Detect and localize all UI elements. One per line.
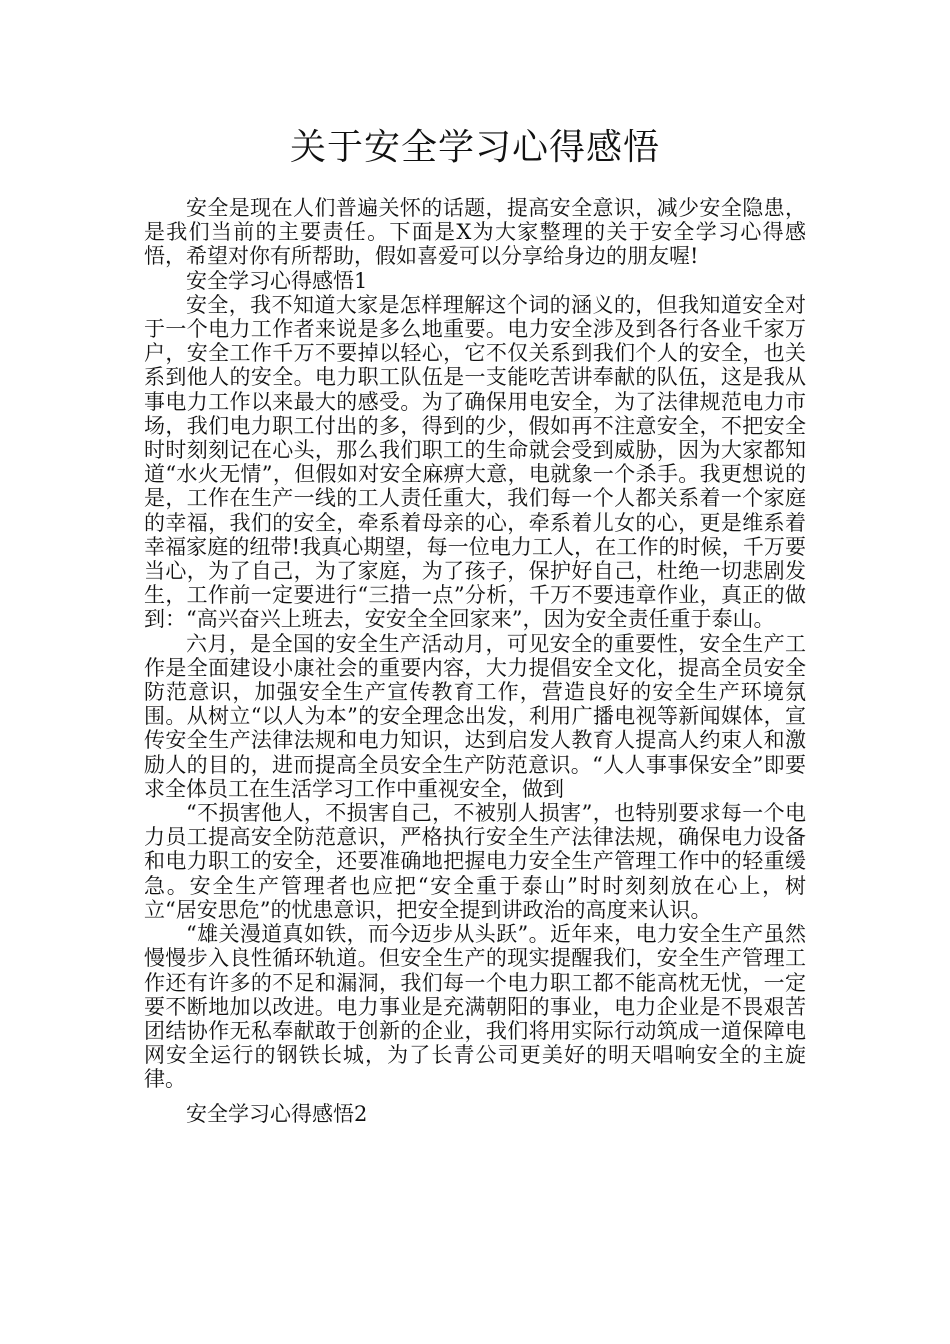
document-title: 关于安全学习心得感悟 — [289, 127, 660, 168]
paragraph: 六月，是全国的安全生产活动月，可见安全的重要性，安全生产工作是全面建设小康社会的重要内容，大力提倡安全文化，提高全员安全防范意识，加强安全生产宣传教育工作，营造良好的安全生产环境氛围。从树立“以人为本”的安全理念出发，利用广播电视等新闻媒体，宣传安全生产法律法规和电力知识，达到启发人教育人提高人约束人和激励人的目的，进而提高全员安全生产防范意识。“人人事事保安全”即要求全体员工在生活学习工作中重视安全，做到 — [144, 631, 806, 801]
section-heading-2: 安全学习心得感悟2 — [186, 1101, 368, 1126]
paragraph: “不损害他人，不损害自己，不被别人损害”，也特别要求每一个电力员工提高安全防范意识，严格执行安全生产法律法规，确保电力设备和电力职工的安全，还要准确地把握电力安全生产管理工作中的轻重缓急。安全生产管理者也应把“安全重于泰山”时时刻刻放在心上，树立“居安思危”的忧患意识，把安全提到讲政治的高度来认识。 — [144, 801, 806, 922]
paragraph-intro: 安全是现在人们普遍关怀的话题，提高安全意识，减少安全隐患，是我们当前的主要责任。下面是X为大家整理的关于安全学习心得感悟，希望对你有所帮助，假如喜爱可以分享给身边的朋友喔! — [144, 196, 806, 269]
paragraph: 安全，我不知道大家是怎样理解这个词的涵义的，但我知道安全对于一个电力工作者来说是多么地重要。电力安全涉及到各行各业千家万户，安全工作千万不要掉以轻心，它不仅关系到我们个人的安全，也关系到他人的安全。电力职工队伍是一支能吃苦讲奉献的队伍，这是我从事电力工作以来最大的感受。为了确保用电安全，为了法律规范电力市场，我们电力职工付出的多，得到的少，假如再不注意安全，不把安全时时刻刻记在心头，那么我们职工的生命就会受到威胁，因为大家都知道“水火无情”，但假如对安全麻痹大意，电就象一个杀手。我更想说的是，工作在生产一线的工人责任重大，我们每一个人都关系着一个家庭的幸福，我们的安全，牵系着母亲的心，牵系着儿女的心，更是维系着幸福家庭的纽带!我真心期望，每一位电力工人，在工作的时候，千万要当心，为了自己，为了家庭，为了孩子，保护好自己，杜绝一切悲剧发生，工作前一定要进行“三措一点”分析，千万不要违章作业，真正的做到：“高兴奋兴上班去，安安全全回家来”，因为安全责任重于泰山。 — [144, 292, 806, 632]
document-body — [144, 196, 806, 1126]
paragraph: “雄关漫道真如铁，而今迈步从头跃”。近年来，电力安全生产虽然慢慢步入良性循环轨道。但安全生产的现实提醒我们，安全生产管理工作还有许多的不足和漏洞，我们每一个电力职工都不能高枕无忧，一定要不断地加以改进。电力事业是充满朝阳的事业，电力企业是不畏艰苦团结协作无私奉献敢于创新的企业，我们将用实际行动筑成一道保障电网安全运行的钢铁长城，为了长青公司更美好的明天唱响安全的主旋律。 — [144, 922, 806, 1092]
section-heading-1: 安全学习心得感悟1 — [186, 268, 368, 293]
